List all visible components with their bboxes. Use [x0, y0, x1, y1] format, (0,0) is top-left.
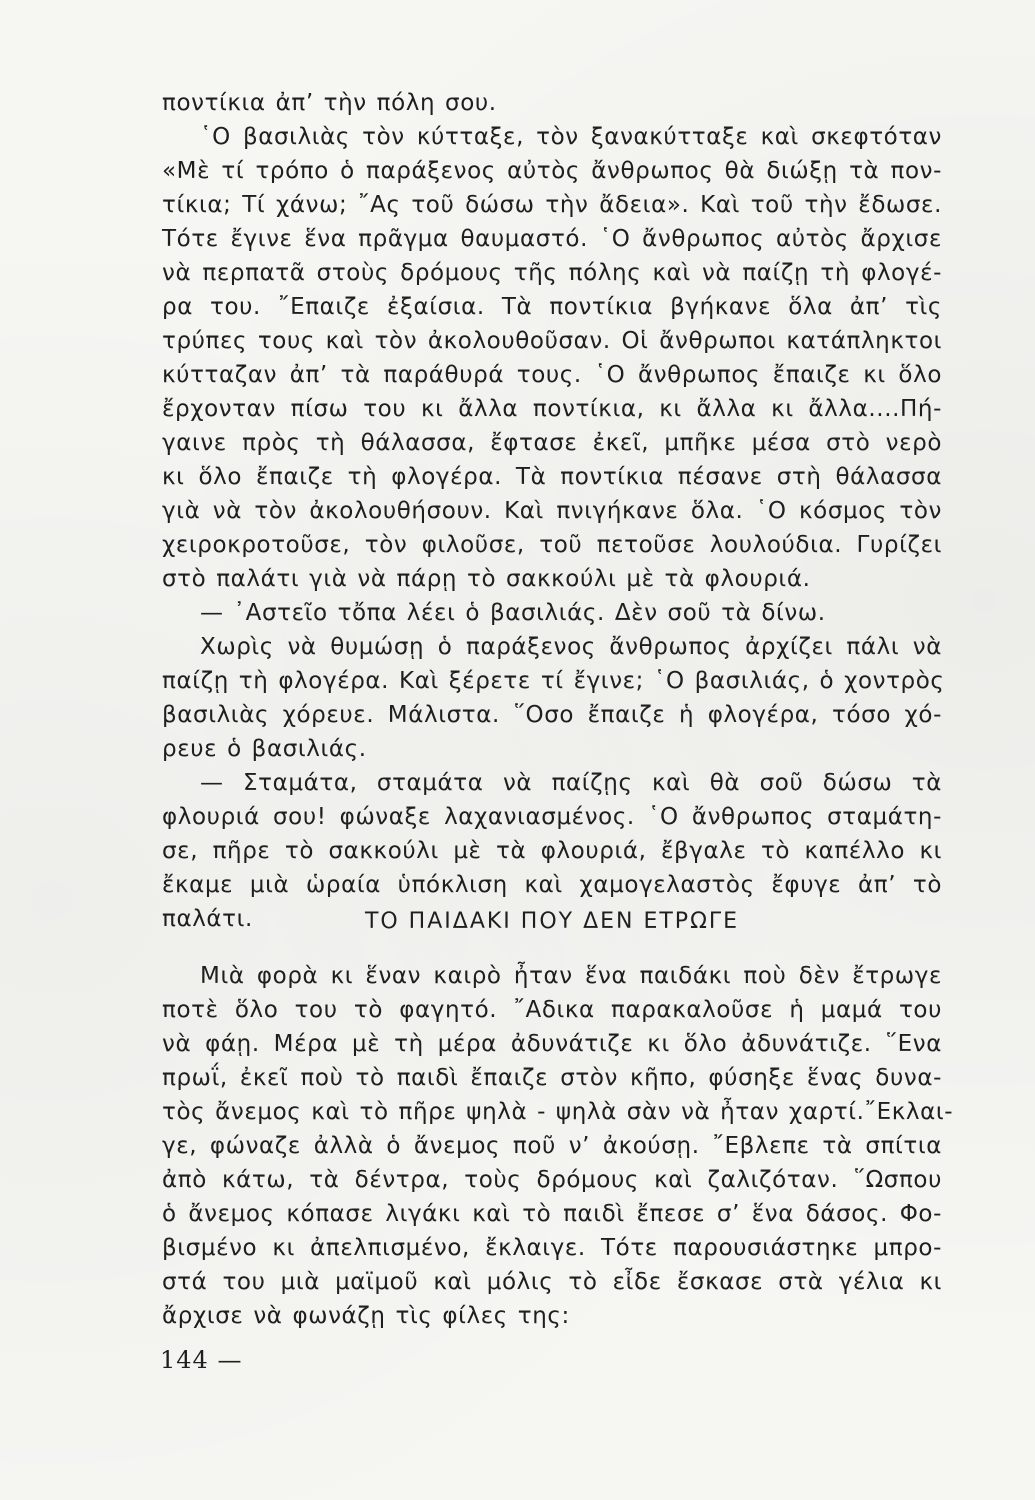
text-line: Μιὰ φορὰ κι ἕναν καιρὸ ἦταν ἕνα παιδάκι ποὺ δὲν ἔτρωγε — [200, 963, 942, 989]
text-line: ρευε ὁ βασιλιάς. — [162, 736, 367, 762]
page-number: 144 — — [160, 1346, 243, 1374]
text-line: Χωρὶς νὰ θυμώσῃ ὁ παράξενος ἄνθρωπος ἀρχίζει πάλι νὰ — [200, 634, 942, 660]
text-line: ἔρχονταν πίσω του κι ἄλλα ποντίκια, κι ἄλλα κι ἄλλα....Πή- — [162, 396, 942, 422]
text-line: γε, φώναζε ἀλλὰ ὁ ἄνεμος ποῦ ν’ ἀκούσῃ. ῎Εβλεπε τὰ σπίτια — [162, 1133, 942, 1159]
text-line: ὁ ἄνεμος κόπασε λιγάκι καὶ τὸ παιδὶ ἔπεσε σ’ ἕνα δάσος. Φο- — [162, 1201, 942, 1227]
text-line: ποντίκια ἀπ’ τὴν πόλη σου. — [162, 90, 497, 116]
text-line: Τότε ἔγινε ἕνα πρᾶγμα θαυμαστό. ῾Ο ἄνθρωπος αὐτὸς ἄρχισε — [162, 226, 942, 252]
text-line: κι ὅλο ἔπαιζε τὴ φλογέρα. Τὰ ποντίκια πέσανε στὴ θάλασσα — [162, 464, 942, 490]
story-text-part-2 — [162, 959, 954, 1333]
text-line: χειροκροτοῦσε, τὸν φιλοῦσε, τοῦ πετοῦσε λουλούδια. Γυρίζει — [162, 532, 942, 558]
text-line: ἔκαμε μιὰ ὡραία ὑπόκλιση καὶ χαμογελαστὸς ἔφυγε ἀπ’ τὸ — [162, 872, 942, 898]
text-line: τίκια; Τί χάνω; ῎Ας τοῦ δώσω τὴν ἄδεια». Καὶ τοῦ τὴν ἔδωσε. — [162, 192, 942, 218]
story-heading: ΤΟ ΠΑΙΔΑΚΙ ΠΟΥ ΔΕΝ ΕΤΡΩΓΕ — [364, 909, 740, 934]
text-line: παίζῃ τὴ φλογέρα. Καὶ ξέρετε τί ἔγινε; ῾Ο βασιλιάς, ὁ χοντρὸς — [162, 668, 945, 694]
dialogue-line: — ᾿Αστεῖο τὄπα λέει ὁ βασιλιάς. Δὲν σοῦ τὰ δίνω. — [200, 600, 826, 626]
text-line: παλάτι. — [162, 906, 253, 932]
text-line: γαινε πρὸς τὴ θάλασσα, ἔφτασε ἐκεῖ, μπῆκε μέσα στὸ νερὸ — [162, 430, 942, 456]
text-line: κύτταζαν ἀπ’ τὰ παράθυρά τους. ῾Ο ἄνθρωπος ἔπαιζε κι ὅλο — [162, 362, 942, 388]
text-line: στά του μιὰ μαϊμοῦ καὶ μόλις τὸ εἶδε ἔσκασε στὰ γέλια κι — [162, 1269, 942, 1295]
text-line: ἄρχισε νὰ φωνάζῃ τὶς φίλες της: — [162, 1303, 570, 1329]
text-line: πρωΐ, ἐκεῖ ποὺ τὸ παιδὶ ἔπαιζε στὸν κῆπο, φύσηξε ἕνας δυνα- — [162, 1065, 942, 1091]
text-line: γιὰ νὰ τὸν ἀκολουθήσουν. Καὶ πνιγήκανε ὅλα. ῾Ο κόσμος τὸν — [162, 498, 942, 524]
text-line: ρα του. ῎Επαιζε ἐξαίσια. Τὰ ποντίκια βγήκανε ὅλα ἀπ’ τὶς — [162, 294, 942, 320]
text-line: νὰ περπατᾶ στοὺς δρόμους τῆς πόλης καὶ νὰ παίζῃ τὴ φλογέ- — [162, 260, 942, 286]
story-text-part-1 — [162, 86, 945, 936]
text-line: νὰ φάῃ. Μέρα μὲ τὴ μέρα ἀδυνάτιζε κι ὅλο ἀδυνάτιζε. ῞Ενα — [162, 1031, 942, 1057]
dialogue-line: — Σταμάτα, σταμάτα νὰ παίζῃς καὶ θὰ σοῦ δώσω τὰ — [200, 770, 942, 796]
text-line: ποτὲ ὅλο του τὸ φαγητό. ῎Αδικα παρακαλοῦσε ἡ μαμά του — [162, 997, 942, 1023]
text-line: φλουριά σου! φώναξε λαχανιασμένος. ῾Ο ἄνθρωπος σταμάτη- — [162, 804, 942, 830]
text-line: τὸς ἄνεμος καὶ τὸ πῆρε ψηλὰ - ψηλὰ σὰν νὰ ἦταν χαρτί.῎Εκλαι- — [162, 1099, 954, 1125]
text-line: τρύπες τους καὶ τὸν ἀκολουθοῦσαν. Οἱ ἄνθρωποι κατάπληκτοι — [162, 328, 942, 354]
text-line: βασιλιὰς χόρευε. Μάλιστα. ῞Οσο ἔπαιζε ἡ φλογέρα, τόσο χό- — [162, 702, 942, 728]
text-line: «Μὲ τί τρόπο ὁ παράξενος αὐτὸς ἄνθρωπος θὰ διώξῃ τὰ πον- — [162, 158, 942, 184]
text-line: ῾Ο βασιλιὰς τὸν κύτταξε, τὸν ξανακύτταξε καὶ σκεφτόταν — [200, 124, 942, 150]
text-line: ἀπὸ κάτω, τὰ δέντρα, τοὺς δρόμους καὶ ζαλιζόταν. ῞Ωσπου — [162, 1167, 942, 1193]
text-line: βισμένο κι ἀπελπισμένο, ἔκλαιγε. Τότε παρουσιάστηκε μπρο- — [162, 1235, 942, 1261]
text-line: στὸ παλάτι γιὰ νὰ πάρῃ τὸ σακκούλι μὲ τὰ φλουριά. — [162, 566, 811, 592]
text-line: σε, πῆρε τὸ σακκούλι μὲ τὰ φλουριά, ἔβγαλε τὸ καπέλλο κι — [162, 838, 942, 864]
